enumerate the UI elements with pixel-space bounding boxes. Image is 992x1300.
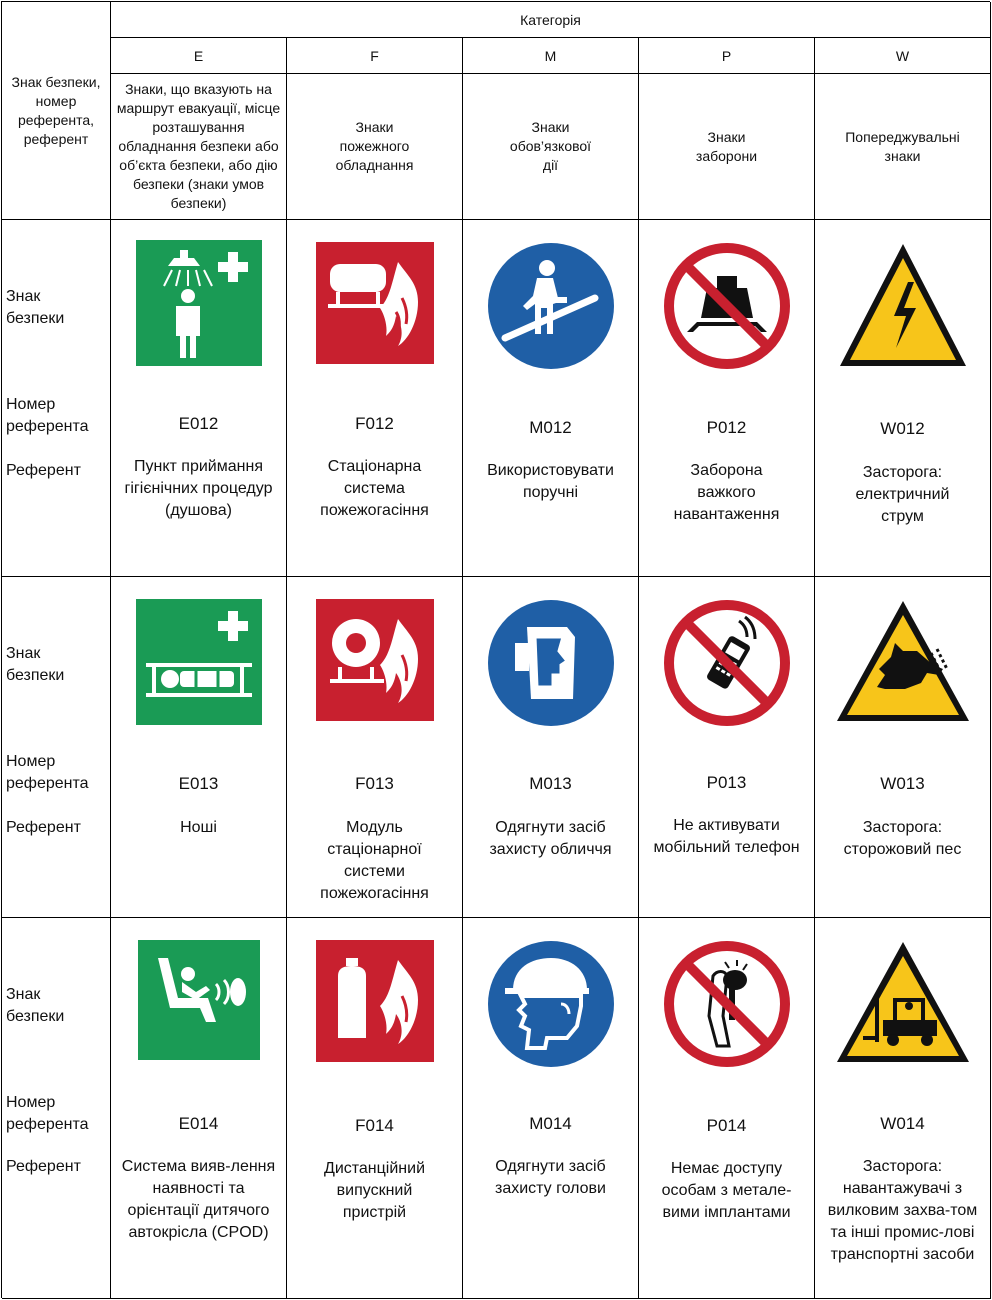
referent-text: Дистанційний випускний пристрій (323, 1160, 426, 1221)
referent-number: P013 (706, 773, 747, 792)
electricity-warning-icon (836, 240, 970, 372)
referent-text: Не активувати мобільний телефон (653, 817, 800, 856)
category-code-text: M (544, 47, 557, 64)
no-metal-implants-icon (663, 940, 791, 1068)
sign-cell-p012 (639, 220, 815, 577)
sign-cell-m013 (463, 577, 639, 918)
referent-text: Засторога: навантажувачі з вилковим захва-том та інші промис-лові транспортні засоби (827, 1158, 978, 1263)
safety-shower-icon (136, 240, 262, 366)
sign-cell-f012 (287, 220, 463, 577)
referent-text: Ноші (180, 819, 217, 836)
sign-cell-e013 (111, 577, 287, 918)
stretcher-icon (136, 599, 262, 725)
category-description-text: Знаки пожежного обладнання (335, 119, 414, 173)
no-heavy-load-icon (663, 242, 791, 370)
referent-text: Одягнути засіб захисту обличчя (489, 819, 612, 858)
category-code-e (111, 38, 287, 74)
remote-release-icon (316, 940, 434, 1062)
referent-number: E012 (178, 414, 219, 433)
category-code-text: P (721, 47, 732, 64)
referent-text: Пункт приймання гігієнічних процедур (душова) (124, 458, 273, 519)
child-seat-detection-icon (138, 940, 260, 1060)
category-description-text: Знаки заборони (695, 128, 758, 164)
label-number: Номер референта (6, 1094, 89, 1133)
label-referent: Референт (6, 819, 81, 836)
category-title (111, 2, 991, 38)
use-handrail-icon (487, 242, 615, 370)
sign-cell-f014 (287, 918, 463, 1299)
category-code-text: W (895, 47, 910, 64)
referent-text: Модуль стаціонарної системи пожежогасіння (320, 819, 429, 902)
referent-text: Система вияв-лення наявності та орієнтації дитячого автокрісла (CPOD) (121, 1158, 276, 1241)
sign-cell-m014 (463, 918, 639, 1299)
row-labels (2, 220, 111, 577)
category-code-m (463, 38, 639, 74)
fire-system-module-icon (316, 599, 434, 721)
referent-text: Немає доступу особам з метале-вими імплантами (661, 1160, 792, 1221)
category-description-p (639, 74, 815, 220)
referent-number: E014 (178, 1114, 219, 1133)
referent-text: Стаціонарна система пожежогасіння (320, 458, 429, 519)
category-description-m (463, 74, 639, 220)
sign-cell-m012 (463, 220, 639, 577)
category-code-p (639, 38, 815, 74)
label-referent: Референт (6, 462, 81, 479)
label-referent: Референт (6, 1158, 81, 1175)
referent-text: Засторога: електричний струм (855, 464, 950, 525)
label-number: Номер референта (6, 753, 89, 792)
referent-number: W013 (880, 774, 925, 793)
category-code-f (287, 38, 463, 74)
corner-header-text: Знак безпеки, номер референта, референт (11, 73, 101, 147)
category-description-text: Знаки, що вказують на маршрут евакуації, місце розташування обладнання безпеки або об’єкта безпеки, або дію безпеки (знаки умов безпеки) (116, 81, 281, 211)
referent-number: F012 (355, 414, 394, 433)
label-sign: Знак безпеки (6, 288, 65, 327)
referent-number: M012 (529, 418, 572, 437)
category-code-text: E (193, 47, 204, 64)
category-description-f (287, 74, 463, 220)
sign-cell-p013 (639, 577, 815, 918)
referent-number: M014 (529, 1114, 572, 1133)
category-description-text: Попереджувальні знаки (845, 128, 960, 164)
head-protection-icon (487, 940, 615, 1068)
category-title-text: Категорія (520, 11, 581, 28)
category-code-text: F (370, 47, 379, 64)
sign-cell-w012 (815, 220, 991, 577)
safety-signs-table (1, 1, 990, 1298)
referent-number: M013 (529, 774, 572, 793)
sign-cell-e012 (111, 220, 287, 577)
label-sign: Знак безпеки (6, 645, 65, 684)
sign-cell-w013 (815, 577, 991, 918)
category-description-e (111, 74, 287, 220)
referent-text: Заборона важкого навантаження (673, 462, 780, 523)
label-number: Номер референта (6, 396, 89, 435)
fixed-fire-system-icon (316, 242, 434, 364)
referent-number: W012 (880, 419, 925, 438)
referent-number: F013 (355, 774, 394, 793)
row-labels (2, 918, 111, 1299)
sign-cell-f013 (287, 577, 463, 918)
referent-number: E013 (178, 774, 219, 793)
category-description-text: Знаки обов’язкової дії (509, 119, 592, 173)
category-description-w (815, 74, 991, 220)
corner-header (2, 2, 111, 220)
face-shield-icon (487, 599, 615, 727)
referent-text: Засторога: сторожовий пес (843, 819, 962, 858)
referent-number: P014 (706, 1116, 747, 1135)
guard-dog-icon (835, 599, 971, 725)
row-labels (2, 577, 111, 918)
forklift-warning-icon (835, 940, 971, 1066)
category-code-w (815, 38, 991, 74)
referent-text: Використовувати поручні (487, 462, 614, 501)
referent-number: F014 (355, 1116, 394, 1135)
sign-cell-p014 (639, 918, 815, 1299)
label-sign: Знак безпеки (6, 986, 65, 1025)
referent-text: Одягнути засіб захисту голови (494, 1158, 606, 1197)
sign-cell-w014 (815, 918, 991, 1299)
no-mobile-phone-icon (663, 599, 791, 727)
referent-number: P012 (706, 418, 747, 437)
sign-cell-e014 (111, 918, 287, 1299)
referent-number: W014 (880, 1114, 925, 1133)
